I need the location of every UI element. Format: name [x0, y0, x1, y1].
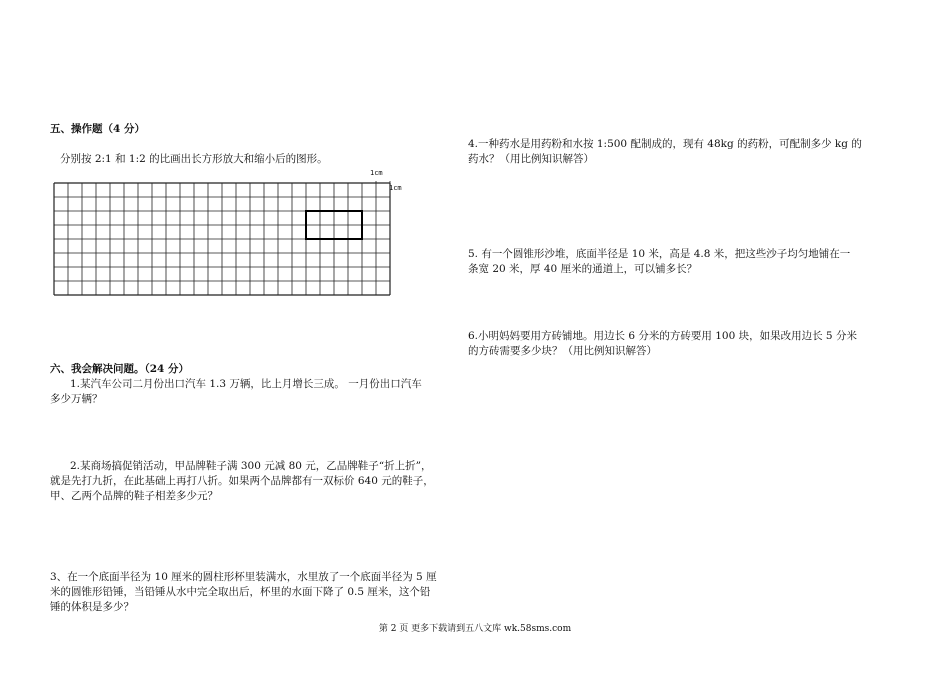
q3-line2: 米的圆锥形铅锤，当铅锤从水中完全取出后，杯里的水面下降了 0.5 厘米，这个铅	[50, 586, 431, 598]
q3-line1: 3、在一个底面半径为 10 厘米的圆柱形杯里装满水，水里放了一个底面半径为 5 厘	[50, 571, 437, 583]
q1-line1: 1.某汽车公司二月份出口汽车 1.3 万辆，比上月增长三成。 一月份出口汽车	[70, 378, 422, 390]
grid-canvas	[53, 181, 398, 297]
q3-line3: 锤的体积是多少？	[50, 601, 134, 613]
q6-line2: 的方砖需要多少块？（用比例知识解答）	[468, 345, 657, 357]
section5-instruction: 分别按 2:1 和 1:2 的比画出长方形放大和缩小后的图形。	[60, 153, 328, 165]
q2-line1: 2.某商场搞促销活动，甲品牌鞋子满 300 元减 80 元，乙品牌鞋子“折上折”，	[70, 460, 432, 472]
section6-title: 六、我会解决问题。（24 分）	[50, 363, 190, 375]
unit-label-side: 1cm	[389, 184, 402, 192]
unit-label-top: 1cm	[370, 169, 383, 177]
q2-line2: 就是先打九折，在此基础上再打八折。如果两个品牌都有一双标价 640 元的鞋子，	[50, 475, 434, 487]
q5-line2: 条宽 20 米，厚 40 厘米的通道上，可以铺多长？	[468, 263, 698, 275]
q6-line1: 6.小明妈妈要用方砖铺地。用边长 6 分米的方砖要用 100 块，如果改用边长 5 分米	[468, 330, 857, 342]
q5-line1: 5. 有一个圆锥形沙堆，底面半径是 10 米，高是 4.8 米，把这些沙子均匀地铺在一	[468, 248, 851, 260]
q1-line2: 多少万辆？	[50, 393, 103, 405]
q2-line3: 甲、乙两个品牌的鞋子相差多少元？	[50, 490, 218, 502]
drawing-grid[interactable]	[53, 181, 398, 297]
page-footer: 第 2 页 更多下载请到五八文库 wk.58sms.com	[378, 624, 572, 634]
section5-title: 五、操作题（4 分）	[50, 123, 145, 135]
q4-line1: 4.一种药水是用药粉和水按 1:500 配制成的，现有 48kg 的药粉，可配制多少 kg 的	[468, 138, 862, 150]
q4-line2: 药水？（用比例知识解答）	[468, 153, 594, 165]
